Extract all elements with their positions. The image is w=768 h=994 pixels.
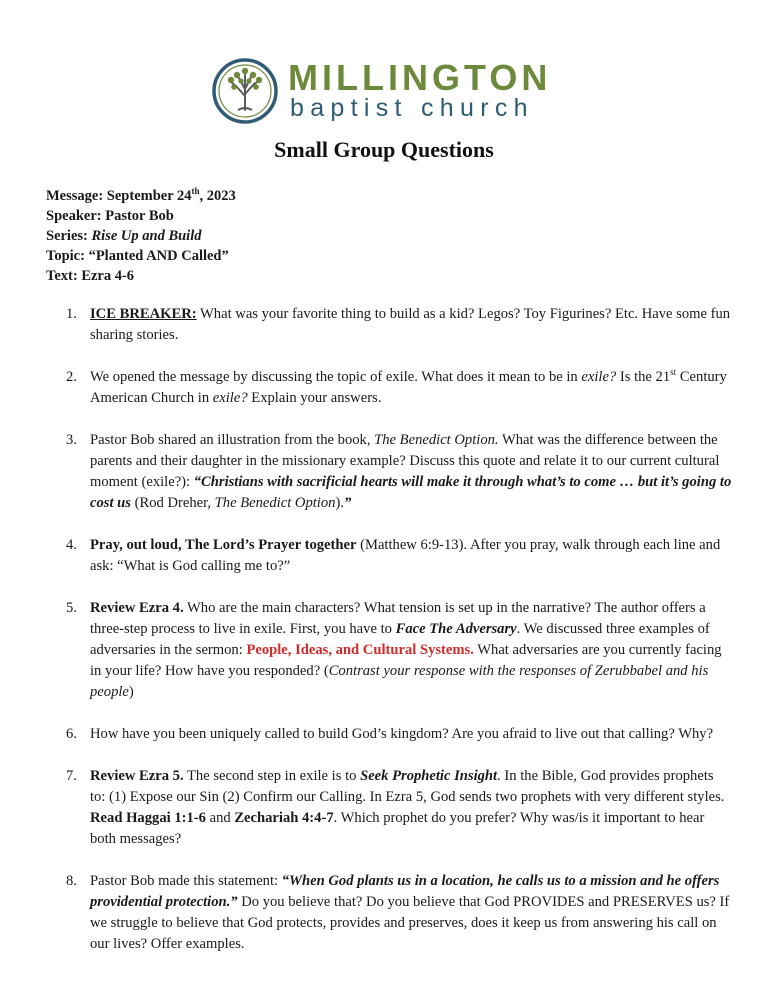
church-logo bbox=[212, 58, 562, 124]
logo-subtitle: baptist church bbox=[290, 94, 534, 122]
question-6: 6. How have you been uniquely called to build God’s kingdom? Are you afraid to live out that calling? Why? bbox=[66, 726, 714, 742]
question-2: 2. We opened the message by discussing the topic of exile. What does it mean to be in exile? Is the 21st Century American Church in exile? Explain your answers. bbox=[66, 367, 727, 406]
question-8: 8. Pastor Bob made this statement: “When God plants us in a location, he calls us to a mission and he offers providential protection.” Do you believe that? Do you believe that God PROVIDES and PRESERVES us? If we struggle to believe that God protects, provides and preserves, does it keep us from answering his call on our lives? Offer examples. bbox=[66, 873, 730, 952]
question-1: 1. ICE BREAKER: What was your favorite thing to build as a kid? Legos? Toy Figurines? Etc. Have some fun sharing stories. bbox=[66, 306, 731, 343]
meta-speaker: Speaker: Pastor Bob bbox=[46, 207, 174, 224]
meta-message: Message: September 24th, 2023 bbox=[46, 186, 236, 204]
question-3: 3. Pastor Bob shared an illustration from the book, The Benedict Option. What was the difference between the parents and their daughter in the missionary example? Discuss this quote and relate it to our current cultural moment (exile?): “Christians with sacrificial hearts will make it through what’s to come … but it’s going to cost us (Rod Dreher, The Benedict Option).” bbox=[66, 432, 732, 511]
meta-text: Text: Ezra 4-6 bbox=[46, 267, 135, 284]
question-7: 7. Review Ezra 5. The second step in exile is to Seek Prophetic Insight. In the Bible, God provides prophets to: (1) Expose our Sin (2) Confirm our Calling. In Ezra 5, God sends two prophets with very different styles. Read Haggai 1:1-6 and Zechariah 4:4-7. Which prophet do you prefer? Why was/is it important to hear both messages? bbox=[66, 768, 725, 847]
page-title: Small Group Questions bbox=[274, 137, 494, 162]
logo-name: MILLINGTON bbox=[288, 57, 552, 98]
question-list bbox=[66, 304, 732, 955]
meta-series: Series: Rise Up and Build bbox=[46, 227, 202, 244]
sermon-meta bbox=[46, 181, 236, 286]
tree-icon bbox=[212, 58, 278, 124]
question-4: 4. Pray, out loud, The Lord’s Prayer together (Matthew 6:9-13). After you pray, walk through each line and ask: “What is God calling me to?” bbox=[66, 537, 721, 574]
question-5: 5. Review Ezra 4. Who are the main characters? What tension is set up in the narrative? The author offers a three-step process to live in exile. First, you have to Face The Adversary. We discussed three examples of adversaries in the sermon: People, Ideas, and Cultural Systems. What adversaries are you currently facing in your life? How have you responded? (Contrast your response with the responses of Zerubbabel and his people) bbox=[66, 600, 722, 700]
meta-topic: Topic: “Planted AND Called” bbox=[46, 247, 229, 264]
